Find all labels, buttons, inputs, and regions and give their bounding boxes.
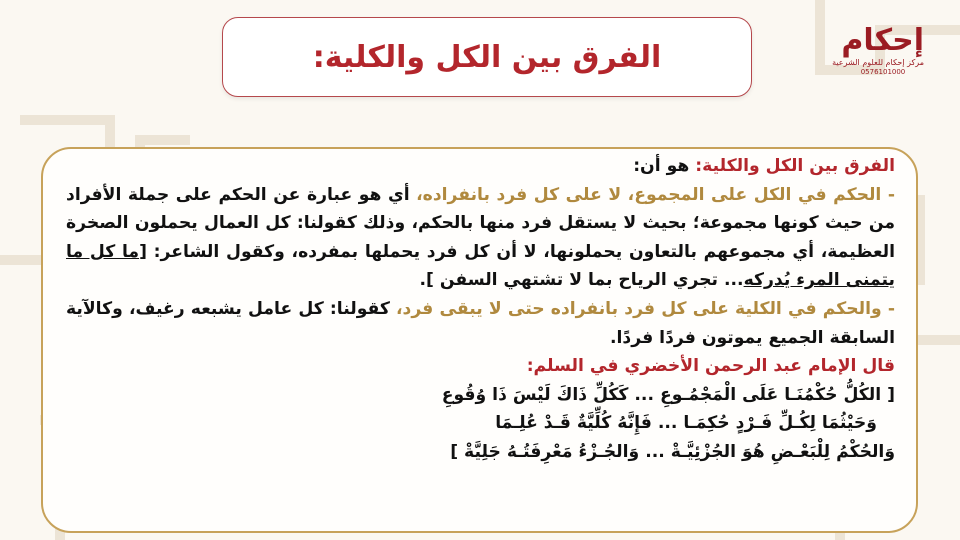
poet-verse-rest: ... تجري الرياح بما لا تشتهي السفن ]. [419, 270, 744, 291]
kul-text: أي هو عبارة عن الحكم على جملة الأفراد من حيث كونها مجموعة؛ بحيث لا يستقل فرد منها بالحكم، وذلك كقولنا: كل العمال يحملون الصخرة العظيمة، أي مجموعهم بالتعاون يحملونها، لا أن كل فرد يحملها بمفرده، [66, 184, 896, 262]
kulliya-lead: - والحكم في الكلية على كل فرد بانفراده حتى لا يبقى فرد، [396, 298, 895, 319]
content-text [66, 152, 895, 467]
definition-label: الفرق بين الكل والكلية: [695, 156, 895, 176]
logo [832, 23, 924, 94]
paragraph-definition [66, 152, 895, 181]
verse-line: وَالحُكْمُ لِلْبَعْـضِ هُوَ الجُزْئِيَّـةْ ... وَالجُـزْءُ مَعْرِفَتُـهُ جَلِيَّةْ ] [450, 441, 895, 462]
imam-heading: قال الإمام عبد الرحمن الأخضري في السلم: [526, 356, 895, 377]
verse-line: [ الكُلُّ حُكْمُنَـا عَلَى الْمَجْمُـوعِ ... كَكُلِّ ذَاكَ لَيْسَ ذَا وُقُوعِ [441, 384, 895, 405]
definition-text: هو أن: [633, 156, 696, 176]
poet-verse-underlined: ما كل ما يتمنى المرء يُدركه [66, 241, 895, 291]
logo-subtitle: مركز إحكام للعلوم الشرعية [832, 58, 924, 67]
logo-mark: إحكام [841, 23, 924, 58]
title-box [222, 17, 752, 97]
kulliya-text: كقولنا: كل عامل يشبعه رغيف، وكالآية السابقة الجميع يموتون فردًا فردًا. [66, 298, 895, 348]
verse-line: وَحَيْثُمَا لِكُـلِّ فَـرْدٍ حُكِمَـا ... فَإِنَّهُ كُلِّيَّةٌ قَـدْ عُلِـمَا [495, 413, 877, 434]
paragraph-kulliya [66, 295, 895, 352]
paragraph-kul [66, 181, 895, 295]
logo-phone: 0576101000 [860, 68, 906, 76]
poet-intro: وكقول الشاعر: [ [139, 241, 285, 262]
page-title: الفرق بين الكل والكلية: [312, 39, 662, 75]
kul-lead: - الحكم في الكل على المجموع، لا على كل فرد بانفراده، [416, 184, 895, 205]
